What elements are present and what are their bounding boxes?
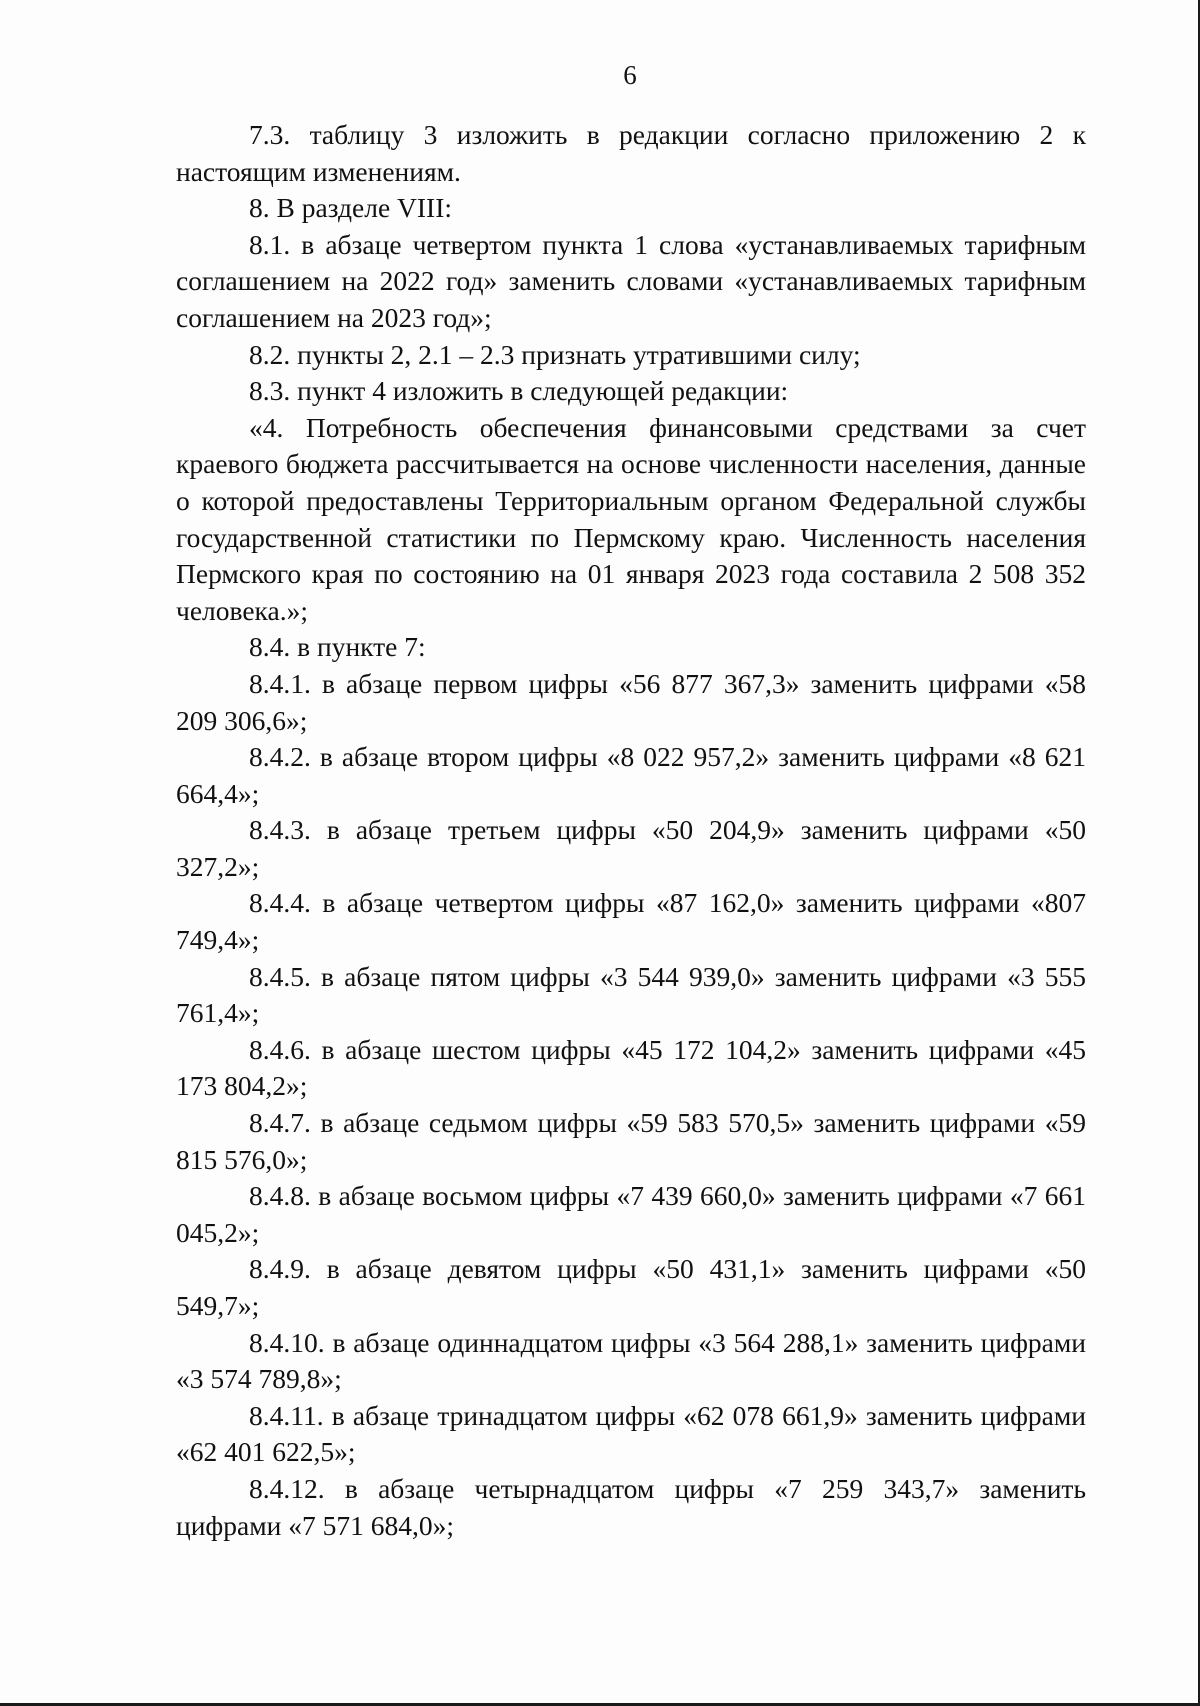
paragraph-8-4-1: 8.4.1. в абзаце первом цифры «56 877 367,3» заменить цифрами «58 209 306,6»; [176, 667, 1086, 736]
paragraph-8-4-9: 8.4.9. в абзаце девятом цифры «50 431,1» заменить цифрами «50 549,7»; [176, 1253, 1086, 1321]
paragraph-8-4-2: 8.4.2. в абзаце втором цифры «8 022 957,2» заменить цифрами «8 621 664,4»; [176, 741, 1086, 809]
paragraph-8-1: 8.1. в абзаце четвертом пункта 1 слова «устанавливаемых тарифным соглашением на 2022 год» заменить словами «устанавливаемых тарифным соглашением на 2023 год»; [176, 228, 1086, 333]
paragraph-8-4-4: 8.4.4. в абзаце четвертом цифры «87 162,0» заменить цифрами «807 749,4»; [176, 887, 1086, 956]
paragraph-8-4-8: 8.4.8. в абзаце восьмом цифры «7 439 660,0» заменить цифрами «7 661 045,2»; [176, 1180, 1086, 1248]
paragraph-8-4-11: 8.4.11. в абзаце тринадцатом цифры «62 078 661,9» заменить цифрами «62 401 622,5»; [176, 1399, 1086, 1468]
section-heading-8: 8. В разделе VIII: [249, 192, 453, 224]
page-number: 6 [623, 60, 637, 90]
paragraph-8-4-12: 8.4.12. в абзаце четырнадцатом цифры «7 259 343,7» заменить цифрами «7 571 684,0»; [176, 1472, 1086, 1541]
paragraph-8-2: 8.2. пункты 2, 2.1 – 2.3 признать утратившими силу; [249, 338, 861, 370]
paragraph-8-4-5: 8.4.5. в абзаце пятом цифры «3 544 939,0» заменить цифрами «3 555 761,4»; [176, 960, 1086, 1029]
paragraph-8-4-3: 8.4.3. в абзаце третьем цифры «50 204,9» заменить цифрами «50 327,2»; [176, 814, 1086, 882]
paragraph-8-4-6: 8.4.6. в абзаце шестом цифры «45 172 104,2» заменить цифрами «45 173 804,2»; [176, 1033, 1086, 1102]
paragraph-8-4: 8.4. в пункте 7: [249, 631, 426, 663]
paragraph-8-4-7: 8.4.7. в абзаце седьмом цифры «59 583 570,5» заменить цифрами «59 815 576,0»; [176, 1107, 1086, 1175]
paragraph-7-3: 7.3. таблицу 3 изложить в редакции согласно приложению 2 к настоящим изменениям. [176, 119, 1086, 187]
paragraph-8-4-10: 8.4.10. в абзаце одиннадцатом цифры «3 564 288,1» заменить цифрами «3 574 789,8»; [176, 1326, 1086, 1395]
document-body [176, 117, 1086, 1544]
paragraph-quoted-4: «4. Потребность обеспечения финансовыми средствами за счет краевого бюджета рассчитывается на основе численности населения, данные о которой предоставлены Территориальным органом Федеральной службы государственной статистики по Пермскому краю. Численность населения Пермского края по состоянию на 01 января 2023 года составила 2 508 352 человека.»; [176, 411, 1086, 626]
paragraph-8-3: 8.3. пункт 4 изложить в следующей редакции: [249, 375, 789, 407]
